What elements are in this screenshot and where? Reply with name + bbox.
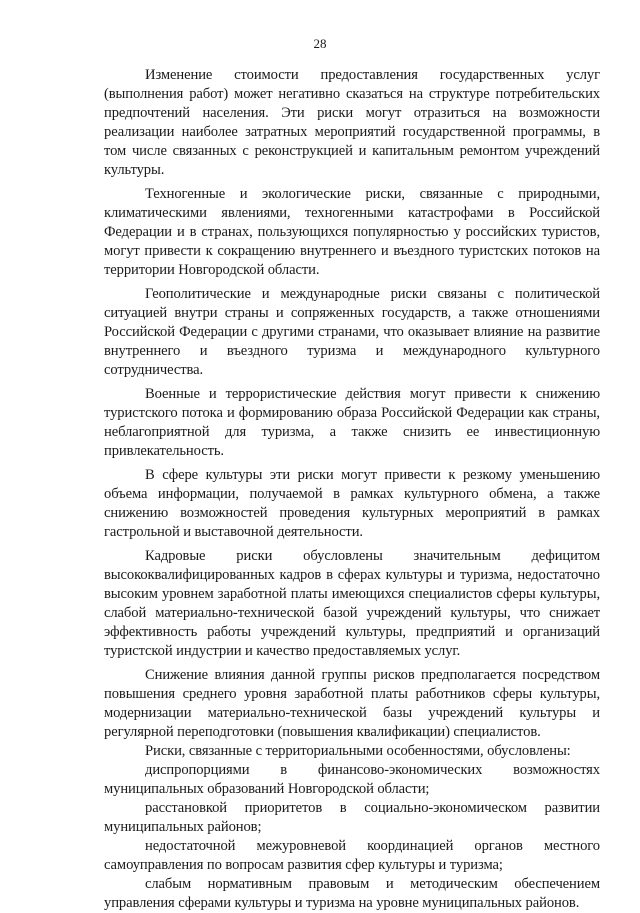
paragraph-military-risks: Военные и террористические действия могут привести к снижению туристского потока и формированию образа Российской Федерации как страны, неблагоприятной для туризма, а также снизить ее инвестиционную привлекательность.: [104, 386, 600, 459]
page-number: 28: [313, 36, 327, 51]
paragraph-risk-mitigation: Снижение влияния данной группы рисков предполагается посредством повышения среднего уровня заработной платы работников сферы культуры, модернизации материально-технической базы учреждений культуры и регулярной переподготовки (повышения квалификации) специалистов.: [104, 667, 600, 740]
paragraph-cost-risks: Изменение стоимости предоставления государственных услуг (выполнения работ) может негативно сказаться на структуре потребительских предпочтений населения. Эти риски могут отразиться на возможности реализации наиболее затратных мероприятий государственной программы, в том числе связанных с реконструкцией и капитальным ремонтом учреждений культуры.: [104, 67, 600, 178]
paragraph-territorial-risks: Риски, связанные с территориальными особенностями, обусловлены:: [145, 743, 571, 759]
list-item-priorities: расстановкой приоритетов в социально-экономическом развитии муниципальных районов;: [104, 800, 600, 835]
paragraph-personnel-risks: Кадровые риски обусловлены значительным дефицитом высококвалифицированных кадров в сферах культуры и туризма, недостаточно высоким уровнем заработной платы имеющихся специалистов сферы культуры, слабой материально-технической базой учреждений культуры, что снижает эффективность работы учреждений культуры, предприятий и организаций туристской индустрии и качество предоставляемых услуг.: [104, 548, 600, 659]
list-item-disproportions: диспропорциями в финансово-экономических возможностях муниципальных образований Новгородской области;: [104, 762, 600, 797]
document-body: [104, 66, 600, 913]
paragraph-geopolitical-risks: Геополитические и международные риски связаны с политической ситуацией внутри страны и сопряженных государств, а также отношениями Российской Федерации с другими странами, что оказывает влияние на развитие внутреннего и въездного туризма и международного культурного сотрудничества.: [104, 286, 600, 378]
list-item-coordination: недостаточной межуровневой координацией органов местного самоуправления по вопросам развития сфер культуры и туризма;: [104, 838, 600, 873]
paragraph-technogenic-risks: Техногенные и экологические риски, связанные с природными, климатическими явлениями, техногенными катастрофами в Российской Федерации и в странах, пользующихся популярностью у российских туристов, могут привести к сокращению внутреннего и въездного туристских потоков на территории Новгородской области.: [104, 186, 600, 278]
list-item-regulation: слабым нормативным правовым и методическим обеспечением управления сферами культуры и туризма на уровне муниципальных районов.: [104, 876, 600, 911]
paragraph-culture-risks: В сфере культуры эти риски могут привести к резкому уменьшению объема информации, получаемой в рамках культурного обмена, а также снижению возможностей проведения культурных мероприятий в рамках гастрольной и выставочной деятельности.: [104, 467, 600, 540]
